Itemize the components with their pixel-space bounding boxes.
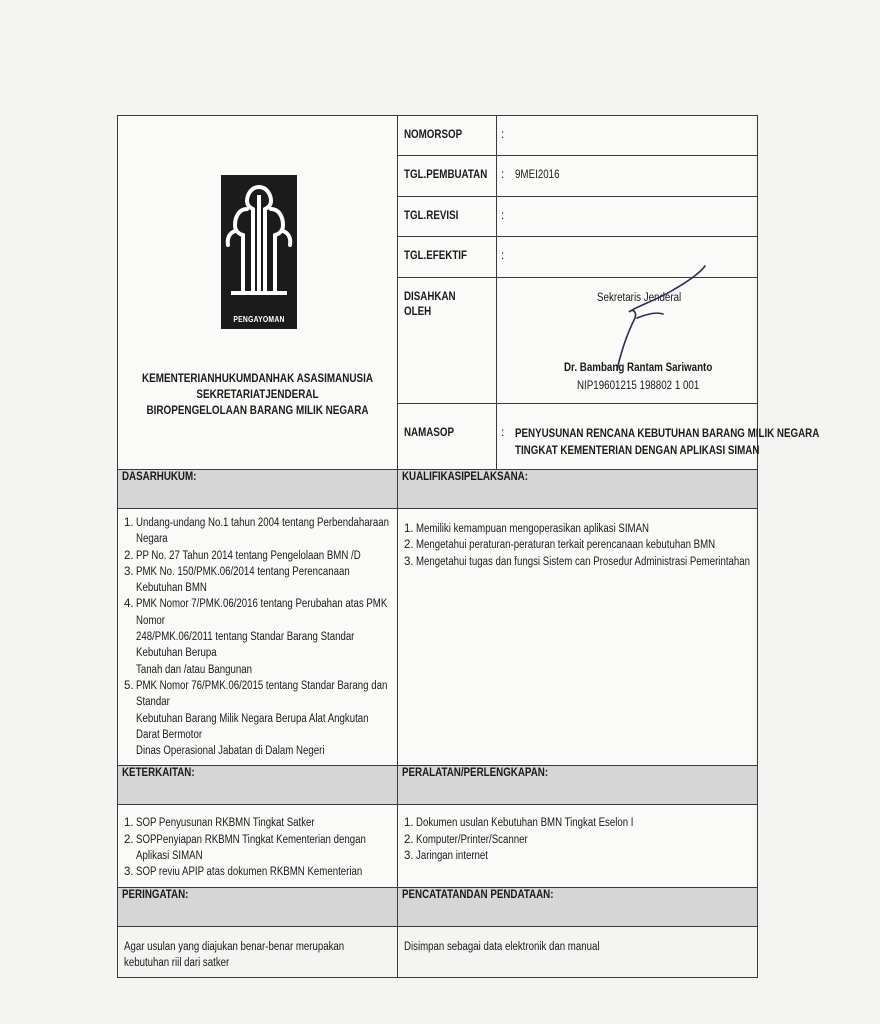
dasar-hukum-list-cell [118,509,398,766]
item-text: Jaringan internet [416,850,488,863]
field-value-nama-sop: : PENYUSUNAN RENCANA KEBUTUHAN BARANG MILIK NEGARA TINGKAT KEMENTERIAN DENGAN APLIKASI SIMAN [497,404,758,470]
peringatan-cell [118,926,398,977]
dasar-hukum-list [124,515,391,759]
item-text: Mengetahui peraturan-peraturan terkait perencanaan kebutuhan BMN [416,539,716,552]
dasar-hukum-item [124,548,391,564]
field-value-tgl-pembuatan: : 9MEI2016 [497,156,758,196]
item-number: 3. [124,565,134,578]
item-number: 2. [124,833,134,846]
item-text: PMK Nomor 76/PMK.06/2015 tentang Standar Barang dan Standar [136,679,388,709]
kualifikasi-item [404,521,751,537]
kualifikasi-item [404,537,751,553]
pengayoman-tree-icon [221,175,297,313]
item-text: PMK No. 150/PMK.06/2014 tentang Perencanaan Kebutuhan BMN [136,565,350,595]
peringatan-text: Agar usulan yang diajukan benar-benar merupakan kebutuhan riil dari satker [124,940,345,969]
sop-name-line-2: TINGKAT KEMENTERIAN DENGAN APLIKASI SIMAN [515,445,760,458]
item-number: 5. [124,679,134,692]
item-text: 248/PMK.06/2011 tentang Standar Barang Standar Kebutuhan Berupa [136,631,355,660]
peralatan-item [404,815,751,831]
org-line-secretariat: SEKRETARIATJENDERAL [196,389,319,401]
item-text: PMK Nomor 7/PMK.06/2016 tentang Perubahan atas PMK Nomor [136,598,388,627]
keterkaitan-item [124,815,391,831]
item-number: 1. [404,817,414,830]
dasar-hukum-item [124,678,391,759]
organization-name [138,371,378,419]
kualifikasi-item [404,554,751,570]
item-number: 2. [404,539,414,552]
item-text: Memiliki kemampuan mengoperasikan aplikasi SIMAN [416,523,650,535]
item-number: 3. [404,850,414,863]
section-title-keterkaitan: KETERKAITAN: [118,766,398,805]
sop-name-line-1: PENYUSUNAN RENCANA KEBUTUHAN BARANG MILIK NEGARA [515,428,820,441]
item-text: Dinas Operasional Jabatan di Dalam Negeri [136,745,325,758]
item-number: 1. [124,517,134,529]
pengayoman-logo [221,175,297,329]
field-value-nomor-sop: : [497,116,758,156]
sop-table [117,115,820,978]
item-number: 3. [404,555,414,568]
section-title-dasar-hukum: DASARHUKUM: [118,470,398,509]
keterkaitan-item [124,832,391,865]
pencatatan-cell [398,926,758,977]
section-title-peralatan: PERALATAN/PERLENGKAPAN: [398,766,758,805]
item-number: 4. [124,598,134,611]
item-text: SOP Penyusunan RKBMN Tingkat Satker [136,817,315,830]
approver-nip: NIP19601215 198802 1 001 [577,379,700,392]
item-text: Kebutuhan Barang Milik Negara Berupa Alat Angkutan Darat Bermotor [136,712,369,741]
dasar-hukum-item [124,515,391,548]
header-identity-cell [118,116,398,470]
item-number: 3. [124,866,134,879]
field-label-tgl-pembuatan: TGL.PEMBUATAN [398,156,497,196]
approver-title: Sekretaris Jenderal [597,291,682,304]
item-number: 1. [124,817,134,830]
field-label-tgl-efektif: TGL.EFEKTIF [398,237,497,277]
peralatan-list-cell [398,805,758,887]
kualifikasi-list [404,521,751,570]
field-label-tgl-revisi: TGL.REVISI [398,196,497,236]
item-text: Dokumen usulan Kebutuhan BMN Tingkat Eselon I [416,817,634,830]
item-text: SOP reviu APIP atas dokumen RKBMN Kementerian [136,866,363,879]
kualifikasi-list-cell [398,509,758,766]
peralatan-list [404,815,751,864]
logo-caption: PENGAYOMAN [233,313,285,324]
pencatatan-text: Disimpan sebagai data elektronik dan manual [404,940,600,953]
field-value-tgl-efektif: : [497,237,758,277]
dasar-hukum-item [124,596,391,677]
dasar-hukum-item [124,564,391,597]
item-text: Tanah dan /atau Bangunan [136,663,253,676]
field-label-disahkan-oleh: DISAHKAN OLEH [398,277,497,403]
keterkaitan-list-cell [118,805,398,887]
item-number: 2. [404,833,414,846]
item-number: 2. [124,549,134,562]
section-title-kualifikasi: KUALIFIKASIPELAKSANA: [398,470,758,509]
field-label-nama-sop: NAMASOP [398,404,497,470]
handwritten-signature [597,248,717,378]
approval-signature-cell [497,277,758,403]
field-label-nomor-sop: NOMORSOP [398,116,497,156]
item-text: Mengetahui tugas dan fungsi Sistem can Prosedur Administrasi Pemerintahan [416,555,750,568]
item-text: Undang-undang No.1 tahun 2004 tentang Perbendaharaan Negara [136,517,389,546]
approver-name: Dr. Bambang Rantam Sariwanto [564,361,713,374]
item-number: 1. [404,523,414,535]
section-title-pencatatan: PENCATATANDAN PENDATAAN: [398,887,758,926]
keterkaitan-list [124,815,391,880]
peralatan-item [404,848,751,864]
org-line-bureau: BIROPENGELOLAAN BARANG MILIK NEGARA [146,405,369,417]
org-line-ministry: KEMENTERIANHUKUMDANHAK ASASIMANUSIA [142,373,373,385]
section-title-peringatan: PERINGATAN: [118,887,398,926]
item-text: SOPPenyiapan RKBMN Tingkat Kementerian dengan Aplikasi SIMAN [136,833,366,863]
field-value-tgl-revisi: : [497,196,758,236]
item-text: Komputer/Printer/Scanner [416,833,528,846]
peralatan-item [404,832,751,848]
item-text: PP No. 27 Tahun 2014 tentang Pengelolaan BMN /D [136,549,361,562]
keterkaitan-item [124,864,391,880]
